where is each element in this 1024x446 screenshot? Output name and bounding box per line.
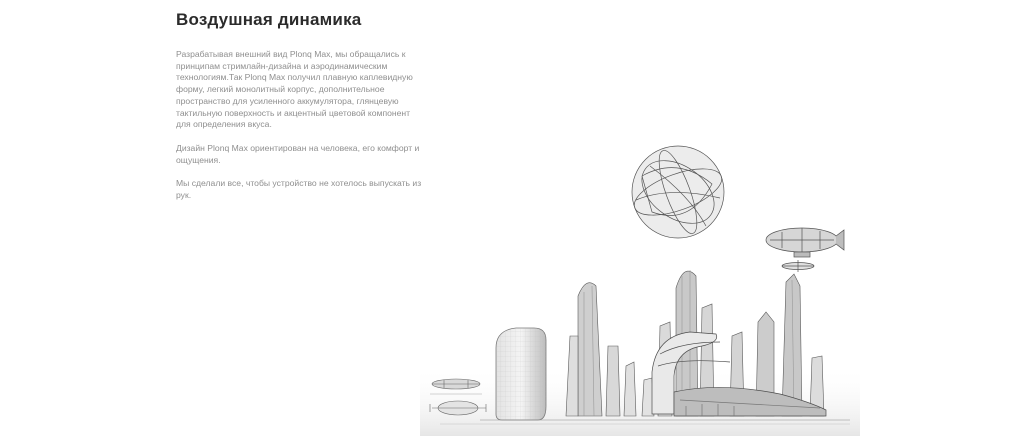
- airship-icon: [766, 228, 844, 272]
- paragraph-intro: Разрабатывая внешний вид Plonq Max, мы обращались к принципам стримлайн-дизайна и аэродинамическим технологиям.Так Plonq Max получил плавную каплевидную форму, легкий монолитный корпус, дополнительное пространство для усиленного аккумулятора, глянцевую тактильную поверхность и акцентный цветовой компонент для определения вкуса.: [176, 49, 413, 130]
- paragraph-hand: Мы сделали все, чтобы устройство не хотелось выпускать из рук.: [176, 178, 422, 201]
- paragraph-human: Дизайн Plonq Max ориентирован на человека, его комфорт и ощущения.: [176, 142, 420, 165]
- device-sketch-icon: [496, 328, 546, 420]
- section-title: Воздушная динамика: [176, 10, 362, 29]
- text-column: [176, 10, 426, 214]
- sketch-city-illustration-icon: [420, 136, 860, 436]
- sketch-sphere-icon: [629, 146, 728, 238]
